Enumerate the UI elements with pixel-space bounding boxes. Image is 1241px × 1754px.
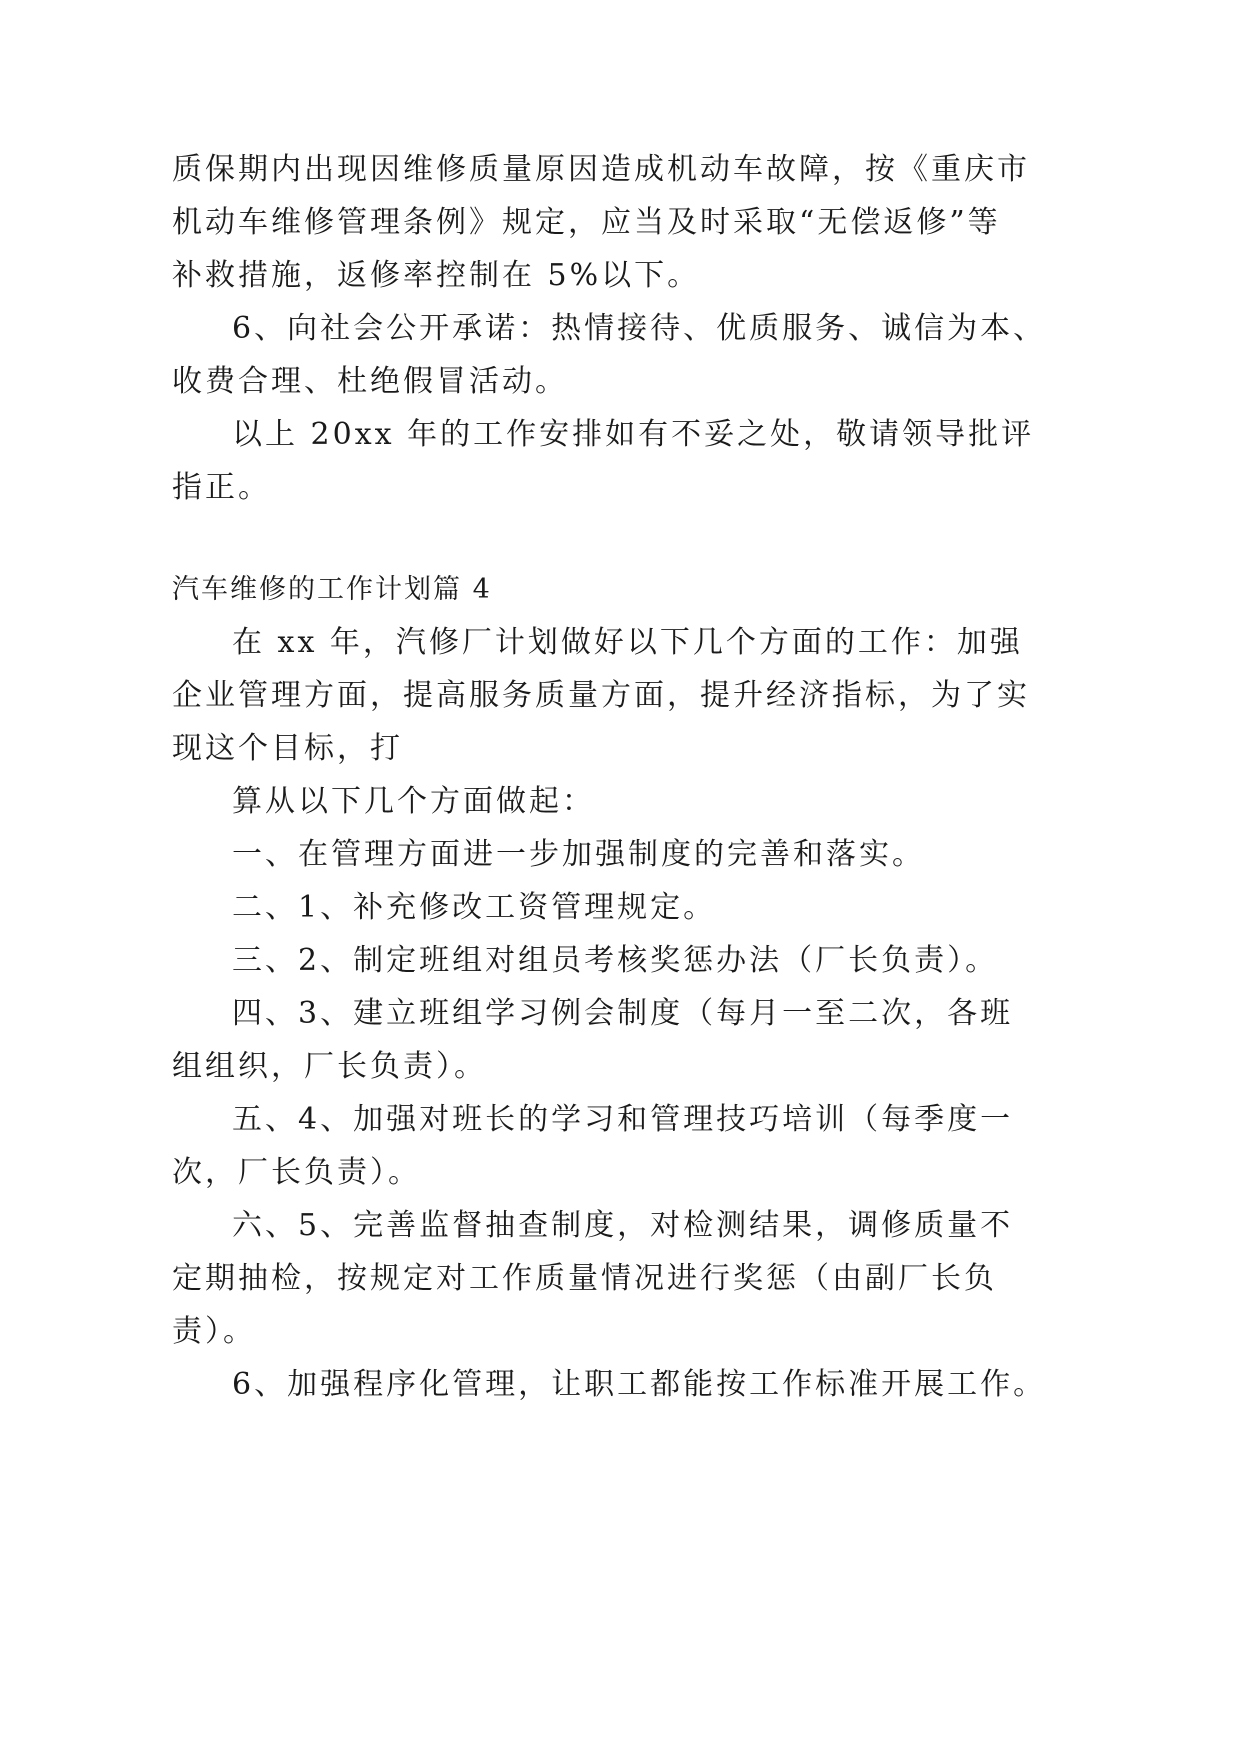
list-item: 二、1、补充修改工资管理规定。: [232, 890, 717, 925]
list-item: 6、加强程序化管理，让职工都能按工作标准开展工作。: [232, 1367, 1047, 1402]
list-item: 责）。: [172, 1314, 256, 1349]
paragraph-line: 6、向社会公开承诺：热情接待、优质服务、诚信为本、: [232, 311, 1047, 346]
list-item: 一、在管理方面进一步加强制度的完善和落实。: [232, 837, 925, 872]
paragraph-line: 质保期内出现因维修质量原因造成机动车故障，按《重庆市: [172, 152, 1030, 187]
paragraph-line: 企业管理方面，提高服务质量方面，提升经济指标，为了实: [172, 678, 1030, 713]
list-item: 五、4、加强对班长的学习和管理技巧培训（每季度一: [232, 1102, 1014, 1137]
paragraph-line: 现这个目标，打: [172, 731, 403, 766]
paragraph-line: 收费合理、杜绝假冒活动。: [172, 364, 568, 399]
paragraph-line: 在 xx 年，汽修厂计划做好以下几个方面的工作：加强: [232, 625, 1023, 660]
list-item: 定期抽检，按规定对工作质量情况进行奖惩（由副厂长负: [172, 1261, 997, 1296]
paragraph-line: 机动车维修管理条例》规定，应当及时采取“无偿返修”等: [172, 205, 1001, 240]
paragraph-line: 补救措施，返修率控制在 5%以下。: [172, 258, 701, 293]
paragraph-line: 指正。: [172, 470, 271, 505]
list-item: 三、2、制定班组对组员考核奖惩办法（厂长负责）。: [232, 943, 999, 978]
list-item: 组组织，厂长负责）。: [172, 1049, 487, 1084]
section-heading: 汽车维修的工作计划篇 4: [172, 574, 492, 605]
list-item: 四、3、建立班组学习例会制度（每月一至二次，各班: [232, 996, 1014, 1031]
list-item: 六、5、完善监督抽查制度，对检测结果，调修质量不: [232, 1208, 1014, 1243]
paragraph-line: 以上 20xx 年的工作安排如有不妥之处，敬请领导批评: [232, 417, 1035, 452]
list-item: 次，厂长负责）。: [172, 1155, 421, 1190]
paragraph-line: 算从以下几个方面做起：: [232, 784, 595, 819]
